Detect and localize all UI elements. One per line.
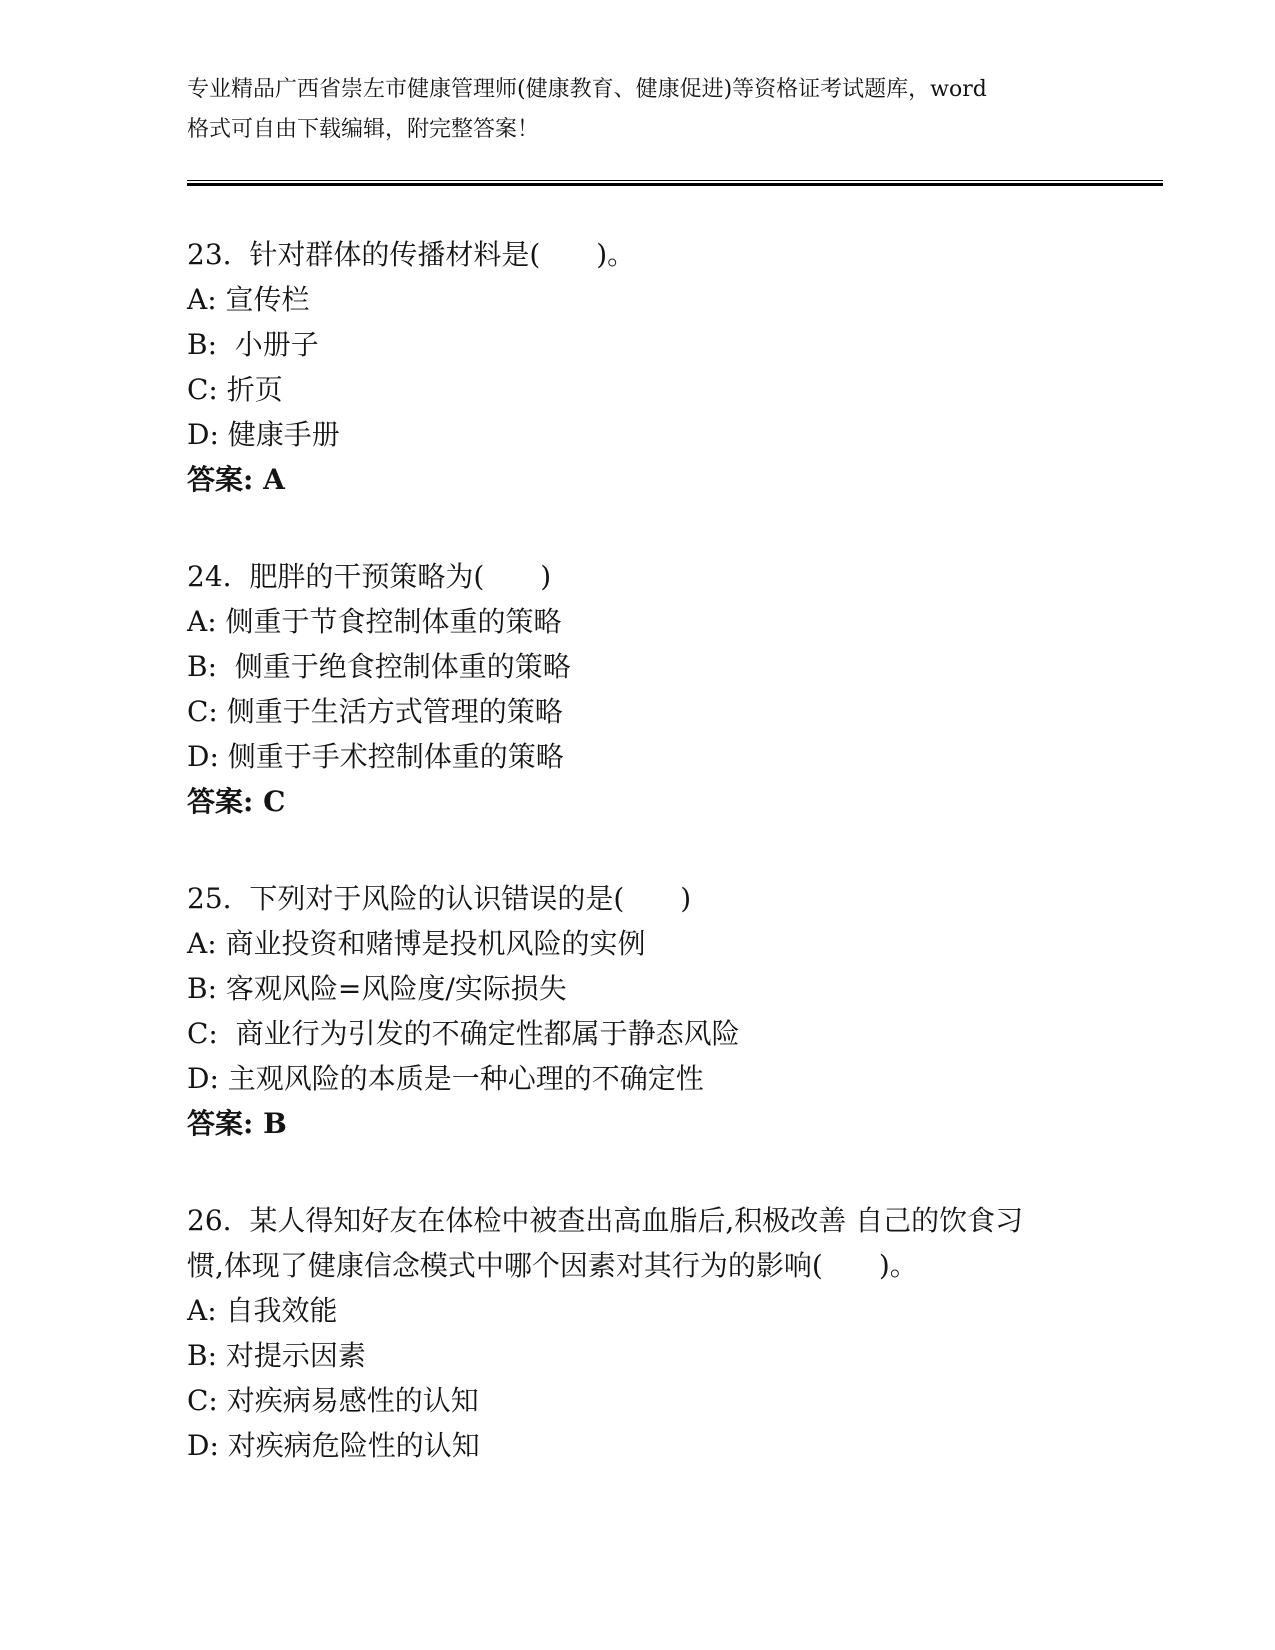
answer-line: 答案: C xyxy=(187,785,286,818)
option-line: B: 小册子 xyxy=(187,328,319,361)
questions-area xyxy=(187,232,1163,1468)
option-line: A: 自我效能 xyxy=(187,1294,338,1327)
answer-line: 答案: B xyxy=(187,1107,287,1140)
option-line: A: 宣传栏 xyxy=(187,283,310,316)
option-line: D: 主观风险的本质是一种心理的不确定性 xyxy=(187,1062,704,1095)
option-line: C: 对疾病易感性的认知 xyxy=(187,1384,479,1417)
answer-line: 答案: A xyxy=(187,463,285,496)
option-line: A: 商业投资和赌博是投机风险的实例 xyxy=(187,927,646,960)
question-text: 惯,体现了健康信念模式中哪个因素对其行为的影响( )。 xyxy=(187,1249,918,1282)
option-line: A: 侧重于节食控制体重的策略 xyxy=(187,605,562,638)
question-block-25 xyxy=(187,876,1163,1146)
question-text: 25. 下列对于风险的认识错误的是( ) xyxy=(187,882,692,915)
question-block-23 xyxy=(187,232,1163,502)
question-text: 24. 肥胖的干预策略为( ) xyxy=(187,560,552,593)
option-line: B: 侧重于绝食控制体重的策略 xyxy=(187,650,571,683)
option-line: C: 侧重于生活方式管理的策略 xyxy=(187,695,563,728)
option-line: C: 折页 xyxy=(187,373,283,406)
option-line: B: 对提示因素 xyxy=(187,1339,366,1372)
page-header xyxy=(187,70,1163,150)
option-line: C: 商业行为引发的不确定性都属于静态风险 xyxy=(187,1017,740,1050)
option-line: B: 客观风险=风险度/实际损失 xyxy=(187,972,567,1005)
header-line-2: 格式可自由下载编辑，附完整答案！ xyxy=(187,117,540,142)
question-block-24 xyxy=(187,554,1163,824)
question-block-26 xyxy=(187,1198,1163,1468)
header-rule xyxy=(187,180,1163,186)
option-line: D: 健康手册 xyxy=(187,418,340,451)
question-text: 23. 针对群体的传播材料是( )。 xyxy=(187,238,636,271)
option-line: D: 侧重于手术控制体重的策略 xyxy=(187,740,564,773)
option-line: D: 对疾病危险性的认知 xyxy=(187,1429,480,1462)
question-text: 26. 某人得知好友在体检中被查出高血脂后,积极改善 自己的饮食习 xyxy=(187,1204,1024,1237)
header-line-1: 专业精品广西省崇左市健康管理师(健康教育、健康促进)等资格证考试题库，word xyxy=(187,77,987,102)
